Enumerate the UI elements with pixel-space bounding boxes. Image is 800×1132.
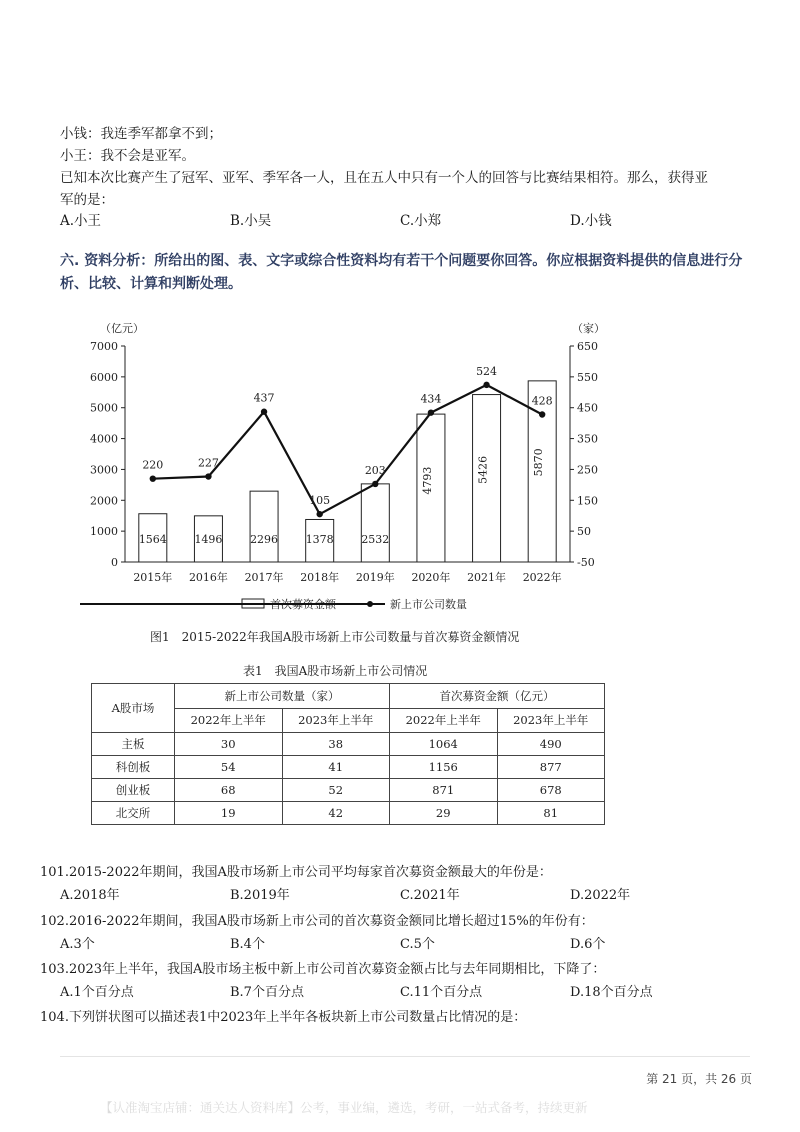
table-corner: A股市场: [92, 684, 175, 733]
legend-line-marker: [367, 601, 373, 607]
table-sub-header: 2022年上半年: [175, 708, 283, 733]
q101-option-d: D.2022年: [570, 888, 631, 903]
intro-line-1: 小钱：我连季军都拿不到；: [60, 126, 222, 142]
q103-option-a: A.1个百分点: [60, 985, 134, 1000]
right-tick-label: 450: [577, 401, 598, 415]
q101-option-a: A.2018年: [60, 888, 120, 903]
table-cell: 38: [282, 733, 390, 756]
table-cell: 68: [175, 779, 283, 802]
row-name: 科创板: [92, 756, 175, 779]
legend-bar-label: 首次募资金额: [270, 598, 336, 611]
x-tick-label: 2021年: [467, 571, 507, 584]
table-cell: 678: [497, 779, 605, 802]
question-101: 101.2015-2022年期间，我国A股市场新上市公司平均每家首次募资金额最大的年份是：: [40, 865, 552, 880]
right-tick-label: 350: [577, 432, 598, 446]
prev-option-c: C.小郑: [400, 213, 442, 229]
table-cell: 19: [175, 802, 283, 825]
bar-label: 2532: [361, 533, 390, 546]
table-caption: 表1 我国A股市场新上市公司情况: [243, 664, 428, 678]
prev-option-d: D.小钱: [570, 213, 612, 229]
q103-option-d: D.18个百分点: [570, 985, 653, 1000]
bar-label: 1496: [194, 533, 223, 546]
left-tick-label: 4000: [90, 432, 118, 446]
line-point: [483, 382, 489, 388]
right-tick-label: 150: [577, 494, 598, 508]
bar-label: 5426: [476, 455, 490, 484]
chart-caption: 图1 2015-2022年我国A股市场新上市公司数量与首次募资金额情况: [150, 630, 520, 644]
legend-line-label: 新上市公司数量: [390, 598, 467, 611]
left-tick-label: 0: [111, 556, 118, 569]
table-cell: 42: [282, 802, 390, 825]
x-tick-label: 2015年: [133, 571, 173, 584]
line-point: [539, 411, 545, 417]
table-cell: 871: [390, 779, 498, 802]
line-point: [205, 473, 211, 479]
bar-label: 5870: [532, 448, 546, 477]
intro-line-3: 已知本次比赛产生了冠军、亚军、季军各一人，且在五人中只有一个人的回答与比赛结果相符。那么，获得亚: [60, 170, 708, 186]
data-table: [91, 683, 605, 825]
x-tick-label: 2019年: [355, 571, 395, 584]
left-tick-label: 2000: [90, 494, 118, 508]
bar-label: 1564: [138, 533, 167, 546]
line-point: [261, 409, 267, 415]
left-tick-label: 1000: [90, 525, 118, 539]
row-name: 北交所: [92, 802, 175, 825]
question-103: 103.2023年上半年，我国A股市场主板中新上市公司首次募资金额占比与去年同期相比，下降了：: [40, 962, 606, 977]
ipo-chart: [80, 310, 640, 620]
line-point-label: 227: [197, 456, 219, 470]
left-tick-label: 5000: [90, 401, 118, 415]
watermark-text: 【认准淘宝店铺：通关达人资料库】公考，事业编，遴选，考研，一站式备考，持续更新: [100, 1100, 588, 1115]
line-point-label: 203: [364, 463, 386, 477]
right-tick-label: -50: [577, 556, 595, 569]
q102-option-d: D.6个: [570, 937, 606, 952]
line-point: [372, 481, 378, 487]
table-cell: 877: [497, 756, 605, 779]
bar: [250, 491, 278, 562]
right-tick-label: 650: [577, 340, 598, 353]
prev-option-a: A.小王: [60, 213, 102, 229]
left-tick-label: 6000: [90, 370, 118, 384]
right-tick-label: 50: [577, 525, 591, 539]
table-sub-header: 2023年上半年: [282, 708, 390, 733]
q102-option-a: A.3个: [60, 937, 95, 952]
x-tick-label: 2016年: [188, 571, 228, 584]
table-cell: 54: [175, 756, 283, 779]
bar: [361, 484, 389, 562]
row-name: 主板: [92, 733, 175, 756]
table-row: [92, 733, 605, 756]
right-axis-label: （家）: [572, 322, 605, 335]
table-cell: 81: [497, 802, 605, 825]
table-sub-header: 2023年上半年: [497, 708, 605, 733]
table-cell: 29: [390, 802, 498, 825]
line-point: [150, 475, 156, 481]
x-tick-label: 2018年: [300, 571, 340, 584]
question-104: 104.下列饼状图可以描述表1中2023年上半年各板块新上市公司数量占比情况的是：: [40, 1010, 527, 1025]
x-tick-label: 2017年: [244, 571, 284, 584]
right-tick-label: 550: [577, 370, 598, 384]
line-point-label: 434: [420, 392, 442, 406]
footer-divider: [60, 1056, 750, 1057]
line-point-label: 105: [309, 494, 331, 508]
q101-option-b: B.2019年: [230, 888, 290, 903]
table-cell: 1156: [390, 756, 498, 779]
table-cell: 41: [282, 756, 390, 779]
q103-option-c: C.11个百分点: [400, 985, 483, 1000]
table-cell: 52: [282, 779, 390, 802]
question-102: 102.2016-2022年期间，我国A股市场新上市公司的首次募资金额同比增长超过15%的年份有：: [40, 914, 594, 929]
section-title: 六. 资料分析：所给出的图、表、文字或综合性资料均有若干个问题要你回答。你应根据资料提供的信息进行分析、比较、计算和判断处理。: [60, 253, 743, 292]
bar-label: 4793: [420, 466, 434, 495]
q102-option-c: C.5个: [400, 937, 435, 952]
table-group-header-count: 新上市公司数量（家）: [175, 684, 390, 709]
bar-label: 1378: [305, 533, 334, 546]
bar-label: 2296: [250, 533, 279, 546]
page-number: 第 21 页，共 26 页: [646, 1072, 752, 1086]
table-row: [92, 779, 605, 802]
x-tick-label: 2022年: [522, 571, 562, 584]
left-tick-label: 3000: [90, 463, 118, 477]
right-tick-label: 250: [577, 463, 598, 477]
table-row: [92, 756, 605, 779]
line-point-label: 524: [476, 364, 498, 378]
line-point: [428, 409, 434, 415]
table-cell: 1064: [390, 733, 498, 756]
left-tick-label: 7000: [90, 340, 118, 353]
table-sub-header: 2022年上半年: [390, 708, 498, 733]
x-tick-label: 2020年: [411, 571, 451, 584]
line-point-label: 428: [531, 394, 553, 408]
table-group-header-amount: 首次募资金额（亿元）: [390, 684, 605, 709]
table-cell: 490: [497, 733, 605, 756]
line-point-label: 220: [142, 458, 164, 472]
line-point: [316, 511, 322, 517]
row-name: 创业板: [92, 779, 175, 802]
q102-option-b: B.4个: [230, 937, 265, 952]
q103-option-b: B.7个百分点: [230, 985, 304, 1000]
q101-option-c: C.2021年: [400, 888, 460, 903]
table-row: [92, 802, 605, 825]
line-point-label: 437: [253, 391, 275, 405]
table-cell: 30: [175, 733, 283, 756]
intro-line-2: 小王：我不会是亚军。: [60, 148, 195, 164]
left-axis-label: （亿元）: [100, 322, 144, 335]
prev-option-b: B.小吴: [230, 213, 272, 229]
intro-line-4: 军的是：: [60, 192, 114, 208]
